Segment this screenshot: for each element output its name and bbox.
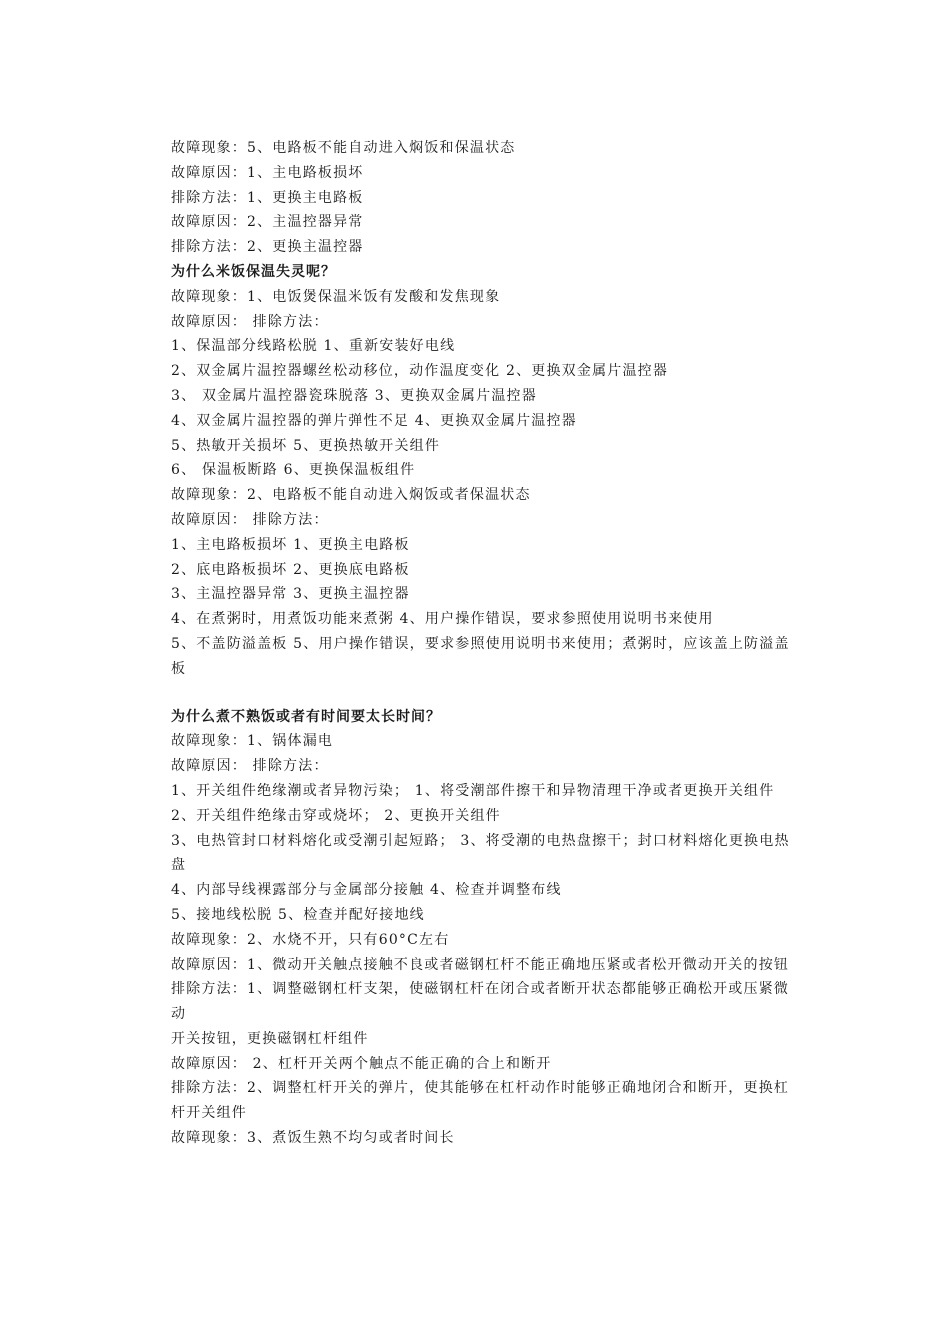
- text-line: 排除方法：1、更换主电路板: [171, 189, 364, 206]
- text-paragraph: 3、电热管封口材料熔化或受潮引起短路； 3、将受潮的电热盘擦干；封口材料熔化更换电热盘: [171, 832, 790, 874]
- text-line: 5、接地线松脱 5、检查并配好接地线: [171, 906, 425, 923]
- text-line: 6、 保温板断路 6、更换保温板组件: [171, 462, 416, 479]
- text-line: 故障原因：2、主温控器异常: [171, 214, 364, 231]
- section-heading: 为什么煮不熟饭或者有时间要太长时间？: [171, 708, 441, 725]
- text-line: 故障现象：1、锅体漏电: [171, 733, 334, 750]
- document-page: [171, 136, 791, 1151]
- text-paragraph: 排除方法：1、调整磁钢杠杆支架，使磁钢杠杆在闭合或者断开状态都能够正确松开或压紧微动: [171, 981, 790, 1023]
- text-line: 故障现象：5、电路板不能自动进入焖饭和保温状态: [171, 140, 516, 156]
- text-line: 故障原因： 排除方法：: [171, 511, 329, 528]
- text-line: 故障现象：2、电路板不能自动进入焖饭或者保温状态: [171, 487, 531, 504]
- text-line: 故障原因：1、主电路板损坏: [171, 164, 364, 181]
- text-line: 故障现象：3、煮饭生熟不均匀或者时间长: [171, 1130, 455, 1147]
- text-line: 1、主电路板损坏 1、更换主电路板: [171, 536, 410, 553]
- text-paragraph: 排除方法：2、调整杠杆开关的弹片，使其能够在杠杆动作时能够正确地闭合和断开，更换杠杆开关组件: [171, 1080, 790, 1122]
- text-line: 故障原因： 排除方法：: [171, 313, 329, 330]
- text-line: 2、底电路板损坏 2、更换底电路板: [171, 561, 410, 578]
- text-line: 2、双金属片温控器螺丝松动移位，动作温度变化 2、更换双金属片温控器: [171, 363, 669, 380]
- text-line: 3、主温控器异常 3、更换主温控器: [171, 586, 410, 603]
- text-line: 排除方法：2、更换主温控器: [171, 239, 364, 256]
- text-line: 故障现象：2、水烧不开，只有60°C左右: [171, 931, 450, 948]
- section-heading: 为什么米饭保温失灵呢？: [171, 263, 336, 280]
- text-line: 故障原因： 排除方法：: [171, 758, 329, 775]
- text-line: 4、双金属片温控器的弹片弹性不足 4、更换双金属片温控器: [171, 412, 577, 429]
- text-line: 开关按钮，更换磁钢杠杆组件: [171, 1030, 369, 1047]
- text-line: 故障现象：1、电饭煲保温米饭有发酸和发焦现象: [171, 288, 501, 305]
- text-line: 故障原因： 2、杠杆开关两个触点不能正确的合上和断开: [171, 1055, 552, 1072]
- text-line: 3、 双金属片温控器瓷珠脱落 3、更换双金属片温控器: [171, 387, 537, 404]
- text-paragraph: 1、开关组件绝缘潮或者异物污染； 1、将受潮部件擦干和异物清理干净或者更换开关组件: [171, 782, 775, 799]
- text-line: 4、在煮粥时，用煮饭功能来煮粥 4、用户操作错误，要求参照使用说明书来使用: [171, 611, 714, 628]
- text-paragraph: 5、不盖防溢盖板 5、用户操作错误，要求参照使用说明书来使用；煮粥时，应该盖上防溢盖板: [171, 635, 790, 677]
- blank-line: [171, 682, 791, 705]
- text-line: 4、内部导线裸露部分与金属部分接触 4、检查并调整布线: [171, 882, 562, 899]
- text-line: 1、保温部分线路松脱 1、重新安装好电线: [171, 338, 456, 355]
- text-line: 5、热敏开关损坏 5、更换热敏开关组件: [171, 437, 441, 454]
- text-paragraph: 故障原因：1、微动开关触点接触不良或者磁钢杠杆不能正确地压紧或者松开微动开关的按钮: [171, 956, 790, 973]
- text-line: 2、开关组件绝缘击穿或烧坏； 2、更换开关组件: [171, 807, 501, 824]
